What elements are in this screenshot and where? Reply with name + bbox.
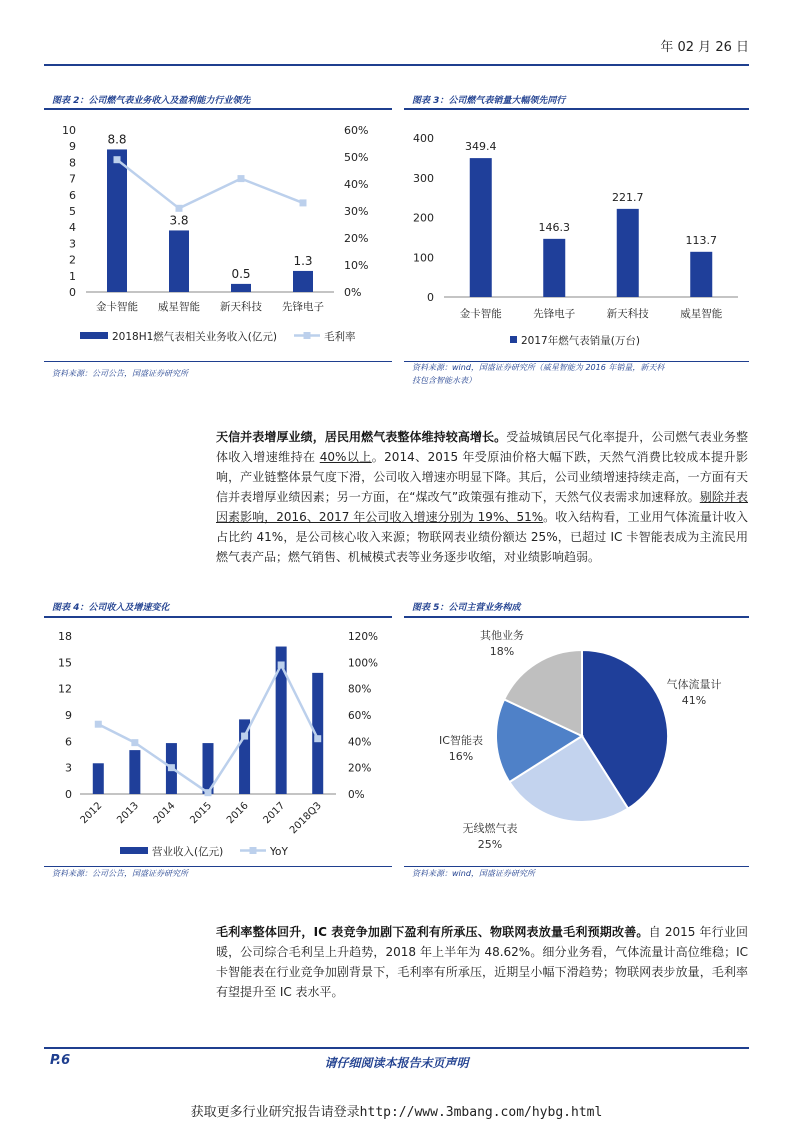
data-label: 1.3 (293, 253, 313, 268)
line-point (95, 721, 102, 728)
y-right-tick-label: 30% (344, 205, 369, 218)
x-tick-label: 2015 (188, 800, 215, 827)
legend-swatch-marker (250, 847, 257, 854)
legend-swatch-bar (510, 336, 517, 343)
figure-3-source-line1: 资料来源：wind，国盛证券研究所（威星智能为 2016 年销量，新天科 (412, 363, 665, 372)
y-tick-label: 400 (413, 132, 434, 145)
y-tick-label: 100 (413, 251, 434, 265)
line-point (300, 199, 307, 206)
x-tick-label: 先锋电子 (282, 301, 324, 313)
x-tick-label: 2013 (115, 800, 141, 827)
figure-4-source-rule (44, 866, 392, 867)
y-left-tick-label: 3 (69, 237, 76, 251)
y-tick-label: 0 (427, 291, 434, 304)
x-tick-label: 新天科技 (606, 308, 649, 320)
y-right-tick-label: 80% (348, 683, 372, 696)
header-divider (44, 64, 749, 66)
y-right-tick-label: 0% (344, 286, 362, 299)
line-point (241, 733, 248, 740)
y-left-tick-label: 9 (65, 709, 72, 722)
page-number: P.6 (50, 1053, 71, 1068)
x-tick-label: 2014 (151, 800, 178, 827)
legend-label: YoY (270, 846, 288, 858)
bar (231, 284, 251, 292)
figure-2-top-rule (44, 108, 392, 110)
data-label: 8.8 (107, 132, 127, 147)
y-left-tick-label: 10 (62, 124, 76, 137)
x-tick-label: 2018Q3 (287, 800, 324, 837)
data-label: 221.7 (612, 190, 644, 204)
paragraph-gross-margin-heading: 毛利率整体回升，IC 表竞争加剧下盈利有所承压、物联网表放量毛利预期改善。 (216, 925, 649, 939)
y-right-tick-label: 40% (348, 736, 372, 749)
paragraph-highlight: 剔除并表因素影响，2016、2017 年公司收入增速分别为 19%、51% (216, 490, 748, 524)
legend-label: 毛利率 (324, 331, 356, 343)
figure-2-title: 图表 2：公司燃气表业务收入及盈利能力行业领先 (52, 96, 251, 106)
figure-5-source-rule (404, 866, 749, 867)
x-tick-label: 先锋电子 (533, 308, 576, 320)
x-tick-label: 金卡智能 (459, 308, 502, 320)
y-right-tick-label: 20% (348, 762, 372, 775)
data-label: 349.4 (465, 140, 497, 154)
promo-url: 获取更多行业研究报告请登录http://www.3mbang.com/hybg.html (190, 1105, 603, 1120)
y-right-tick-label: 60% (348, 710, 372, 722)
figure-5-chart (404, 620, 749, 864)
figure-2-source: 资料来源：公司公告，国盛证券研究所 (52, 369, 188, 378)
y-left-tick-label: 15 (58, 656, 72, 670)
figure-3-top-rule (404, 108, 749, 110)
figure-4-title: 图表 4：公司收入及增速变化 (52, 603, 170, 613)
y-left-tick-label: 8 (69, 156, 76, 170)
y-left-tick-label: 9 (69, 140, 76, 154)
y-left-tick-label: 12 (58, 682, 72, 696)
figure-4-chart (44, 620, 392, 864)
figure-5-title: 图表 5：公司主营业务构成 (412, 603, 521, 613)
slice-value: 25% (477, 838, 503, 851)
figure-2-source-rule (44, 361, 392, 362)
legend-label: 营业收入(亿元) (152, 846, 224, 858)
slice-value: 41% (681, 694, 707, 707)
bar (276, 647, 287, 794)
y-left-tick-label: 0 (69, 286, 76, 299)
slice-value: 16% (448, 750, 474, 763)
line-point (131, 739, 138, 746)
legend-label: 2018H1燃气表相关业务收入(亿元) (112, 331, 277, 343)
y-left-tick-label: 6 (65, 735, 72, 749)
y-left-tick-label: 4 (69, 221, 76, 235)
x-tick-label: 金卡智能 (96, 301, 138, 313)
x-tick-label: 2016 (224, 800, 251, 827)
x-tick-label: 2017 (261, 800, 288, 827)
slice-label: 其他业务 (480, 629, 524, 642)
x-tick-label: 2012 (78, 800, 105, 827)
data-label: 3.8 (169, 213, 189, 228)
bar (543, 239, 565, 297)
line-point (205, 789, 212, 796)
figure-5-source: 资料来源：wind，国盛证券研究所 (412, 869, 535, 878)
disclaimer-note: 请仔细阅读本报告末页声明 (324, 1056, 469, 1070)
bar (690, 252, 712, 297)
figure-4-top-rule (44, 616, 392, 618)
figure-5-top-rule (404, 616, 749, 618)
legend-label: 2017年燃气表销量(万台) (521, 335, 640, 347)
y-left-tick-label: 1 (69, 269, 76, 283)
legend-swatch-marker (304, 332, 311, 339)
y-left-tick-label: 6 (69, 188, 76, 202)
y-right-tick-label: 10% (344, 259, 369, 272)
line-point (114, 156, 121, 163)
x-tick-label: 新天科技 (220, 301, 262, 313)
line-point (238, 175, 245, 182)
y-left-tick-label: 18 (58, 630, 72, 643)
x-tick-label: 威星智能 (158, 301, 200, 313)
slice-label: IC智能表 (439, 734, 483, 747)
y-left-tick-label: 7 (69, 172, 76, 186)
figure-4-source: 资料来源：公司公告，国盛证券研究所 (52, 869, 188, 878)
legend-swatch-bar (80, 332, 108, 339)
bar (169, 230, 189, 292)
paragraph-text: 受益城镇居民气化率提升，公司燃气表业务整体收入增速维持在 (216, 430, 748, 464)
y-right-tick-label: 20% (344, 232, 369, 245)
y-right-tick-label: 100% (348, 657, 379, 670)
y-tick-label: 300 (413, 171, 434, 185)
line-point (314, 735, 321, 742)
paragraph-text: 。收入结构看，工业用气体流量计收入占比约 41%，是公司核心收入来源；物联网表业绩份额达 25%，已超过 IC 卡智能表成为主流民用燃气表产品；燃气销售、机械模式表等业务逐步收缩，对业绩影响趋弱。 (216, 510, 748, 564)
x-tick-label: 威星智能 (680, 308, 723, 320)
line-point (278, 661, 285, 668)
line-point (176, 205, 183, 212)
line-point (168, 764, 175, 771)
y-right-tick-label: 50% (344, 151, 369, 164)
paragraph-gross-margin (216, 922, 748, 1002)
series-line-gross-margin (117, 160, 303, 209)
bar (93, 763, 104, 794)
footer-divider (44, 1047, 749, 1049)
y-right-tick-label: 120% (348, 631, 379, 643)
y-right-tick-label: 40% (344, 178, 369, 191)
y-left-tick-label: 3 (65, 761, 72, 775)
y-right-tick-label: 60% (344, 124, 369, 137)
data-label: 113.7 (685, 233, 717, 247)
legend-swatch-bar (120, 847, 148, 854)
bar (470, 158, 492, 297)
report-date: 年 02 月 26 日 (660, 40, 749, 55)
y-left-tick-label: 0 (65, 788, 72, 801)
paragraph-text: 。2014、2015 年受原油价格大幅下跌，天然气消费比较成本提升影响，产业链整体景气度下滑，公司收入增速亦明显下降。其后，公司业绩增速持续走高，一方面有天信并表增厚业绩因素；另一方面，在“煤改气”政策强有推动下，天然气仪表需求加速释放。 (216, 450, 748, 504)
bar (617, 209, 639, 297)
y-tick-label: 200 (413, 211, 434, 225)
slice-label: 气体流量计 (666, 678, 722, 691)
slice-value: 18% (489, 645, 515, 658)
paragraph-text: 自 2015 年行业回暖，公司综合毛利呈上升趋势，2018 年上半年为 48.62%。细分业务看，气体流量计高位维稳；IC 卡智能表在行业竞争加剧背景下，毛利率有所承压，近期呈小幅下滑趋势；物联网表步放量，毛利率有望提升至 IC 表水平。 (216, 925, 749, 999)
slice-label: 无线燃气表 (462, 822, 518, 835)
bar (293, 271, 313, 292)
figure-3-chart (404, 112, 749, 358)
y-left-tick-label: 5 (69, 205, 76, 218)
paragraph-highlight: 40%以上 (319, 450, 372, 464)
y-right-tick-label: 0% (348, 789, 365, 801)
figure-3-source-line2: 技包含智能水表） (412, 376, 476, 385)
bar (129, 750, 140, 794)
data-label: 0.5 (231, 266, 251, 281)
figure-3-title: 图表 3：公司燃气表销量大幅领先同行 (412, 96, 566, 106)
data-label: 146.3 (538, 220, 570, 234)
figure-2-chart (44, 112, 392, 358)
bar (107, 149, 127, 292)
y-left-tick-label: 2 (69, 253, 76, 267)
paragraph-revenue-growth (216, 427, 748, 567)
paragraph-revenue-growth-heading: 天信并表增厚业绩，居民用燃气表整体维持较高增长。 (216, 430, 507, 444)
